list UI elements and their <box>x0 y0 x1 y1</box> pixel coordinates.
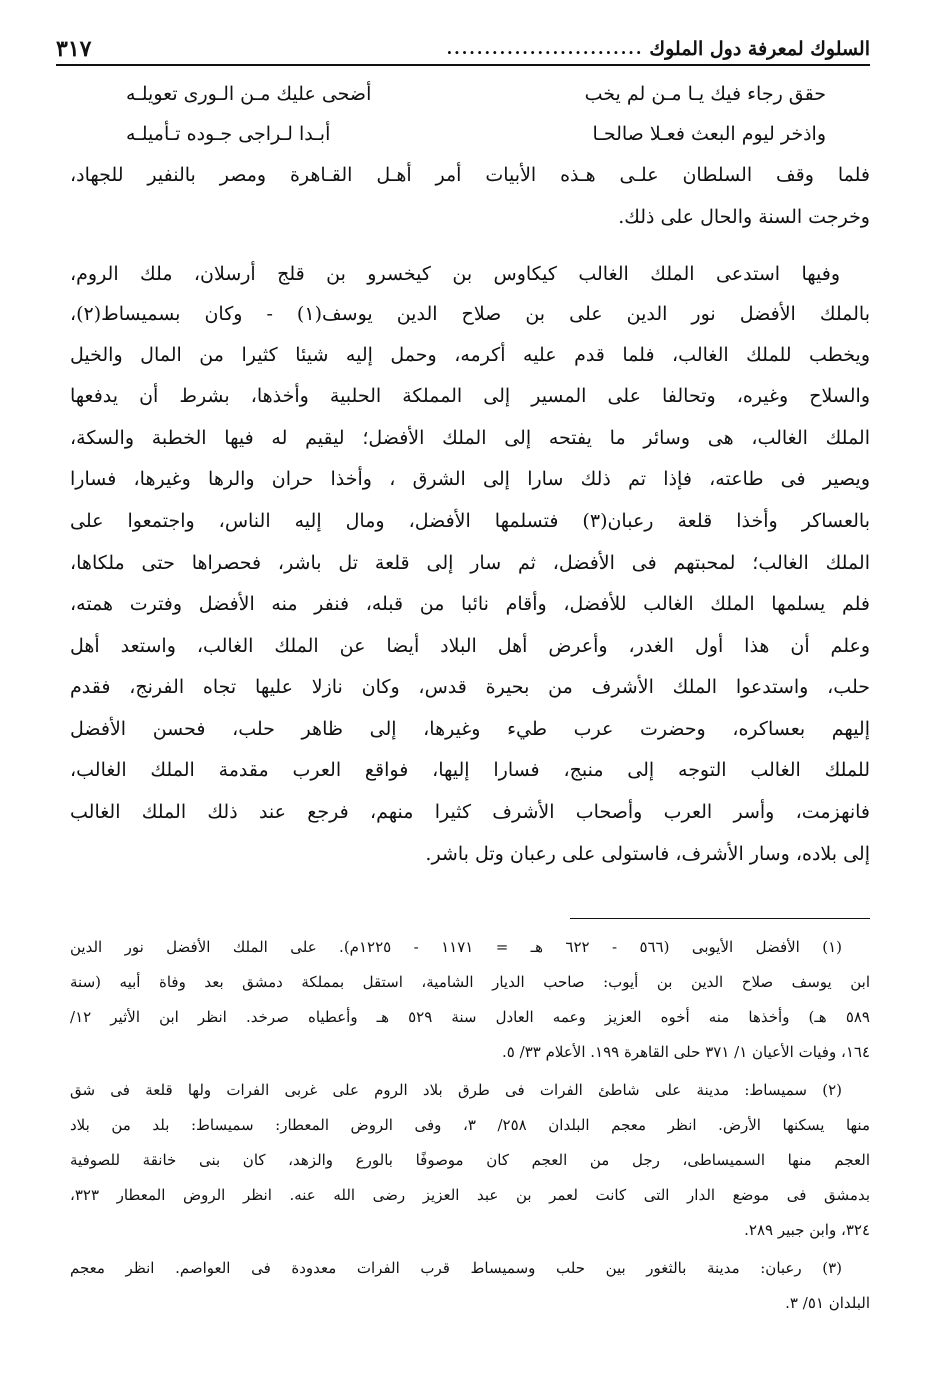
paragraph-line: فلما وقف السلطان علـى هـذه الأبيات أمر أهـل القـاهرة ومصر بالنفير للجهاد، <box>70 164 870 186</box>
paragraph-line: بالعساكر وأخذا قلعة رعبان(٣) فتسلمها الأفضل، ومال إليه الناس، واجتمعوا على <box>70 510 870 532</box>
page-header <box>56 30 870 66</box>
footnote-divider <box>570 918 870 919</box>
header-leader-dots: .......................... <box>446 39 644 58</box>
footnote-line: البلدان ٥١/ ٣. <box>785 1294 870 1312</box>
paragraph-line: فلم يسلمها الملك الغالب للأفضل، وأقام نائبا من قبله، فنفر منه الأفضل وفترت همته، <box>70 593 870 615</box>
footnote-line: (٢) سميساط: مدينة على شاطئ الفرات فى طرق بلاد الروم على غربى الفرات ولها قلعة فى شق <box>70 1081 842 1099</box>
footnote-line: ٥٨٩ هـ) وأخذها منه أخوه العزيز وعمه العادل سنة ٥٢٩ هـ وأعطياه صرخد. انظر ابن الأثير ١٢/ <box>70 1008 870 1026</box>
footnote-line: العجم منها السميساطى، رجل من العجم كان موصوفًا بالورع والزهد، كان بنى خانقة للصوفية <box>70 1151 870 1169</box>
footnote-line: (٣) رعبان: مدينة بالثغور بين حلب وسميساط قرب الفرات معدودة فى العواصم. انظر معجم <box>70 1259 842 1277</box>
paragraph-line: إلى بلاده، وسار الأشرف، فاستولى على رعبان وتل باشر. <box>425 843 870 865</box>
footnote-line: ٣٢٤، وابن جبير ٢٨٩. <box>744 1221 870 1239</box>
paragraph-line: وعلم أن هذا أول الغدر، وأعرض أهل البلاد أيضا عن الملك الغالب، واستعد أهل <box>70 635 870 657</box>
paragraph-line: وفيها استدعى الملك الغالب كيكاوس بن كيخسرو بن قلج أرسلان، ملك الروم، <box>70 263 840 285</box>
paragraph-line: ويصير فى طاعته، فإذا تم ذلك سارا إلى الشرق ، وأخذا حران والرها وغيرها، فسارا <box>70 468 870 490</box>
verse-second-hemistich: أبـدا لـراجى جـوده تـأميلـه <box>126 123 331 145</box>
footnote-line: ١٦٤، وفيات الأعيان ١/ ٣٧١ حلى القاهرة ١٩٩. الأعلام ٣٣/ ٥. <box>502 1043 870 1061</box>
verse-line <box>126 116 826 152</box>
running-title: السلوك لمعرفة دول الملوك <box>649 38 870 60</box>
footnote-line: ابن يوسف صلاح الدين بن أيوب: صاحب الديار الشامية، استقل بمملكة دمشق بعد وفاة أبيه (سنة <box>70 973 870 991</box>
verse-first-hemistich: واذخر ليوم البعث فعـلا صالحـا <box>592 123 826 145</box>
footnote-line: منها يسكنها الأرض. انظر معجم البلدان ٢٥٨/ ٣، وفى الروض المعطار: سميساط: بلد من بلاد <box>70 1116 870 1134</box>
paragraph-line: ويخطب للملك الغالب، فلما قدم عليه أكرمه، وحمل إليه شيئا كثيرا من المال والخيل <box>70 344 870 366</box>
verse-first-hemistich: حقق رجاء فيك يـا مـن لم يخب <box>584 83 826 105</box>
paragraph-line: حلب، واستدعوا الملك الأشرف من بحيرة قدس، وكان نازلا عليها تجاه الفرنج، فقدم <box>70 676 870 698</box>
paragraph-line: فانهزمت، وأسر العرب وأصحاب الأشرف كثيرا منهم، فرجع عند ذلك الملك الغالب <box>70 801 870 823</box>
paragraph-line: والسلاح وغيره، وتحالفا على المسير إلى المملكة الحلبية وأخذها، بشرط أن يدفعها <box>70 385 870 407</box>
footnote-line: بدمشق فى موضع الدار التى كانت لعمر بن عبد العزيز رضى الله عنه. انظر الروض المعطار ٣٢٣، <box>70 1186 870 1204</box>
paragraph-line: إليهم بعساكره، وحضرت عرب طيء وغيرها، إلى ظاهر حلب، فحسن الأفضل <box>70 718 870 740</box>
paragraph-line: للملك الغالب التوجه إلى منبج، فسارا إليها، فواقع العرب مقدمة الملك الغالب، <box>70 759 870 781</box>
paragraph-line: الملك الغالب؛ لمحبتهم فى الأفضل، ثم سار إلى قلعة تل باشر، فحصراها حتى ملكاها، <box>70 552 870 574</box>
verse-line <box>126 76 826 112</box>
verse-second-hemistich: أضحى عليك مـن الـورى تعويلـه <box>126 83 372 105</box>
footnote-line: (١) الأفضل الأيوبى (٥٦٦ - ٦٢٢ هـ = ١١٧١ - ١٢٢٥م). على الملك الأفضل نور الدين <box>70 938 843 956</box>
paragraph-line: الملك الغالب، هى وسائر ما يفتحه إلى الملك الأفضل؛ ليقيم له فيها الخطبة والسكة، <box>70 427 870 449</box>
page-number: ٣١٧ <box>56 36 92 62</box>
paragraph-line: وخرجت السنة والحال على ذلك. <box>618 206 870 228</box>
paragraph-line: بالملك الأفضل نور الدين على بن صلاح الدين يوسف(١) - وكان بسميساط(٢)، <box>70 303 870 325</box>
